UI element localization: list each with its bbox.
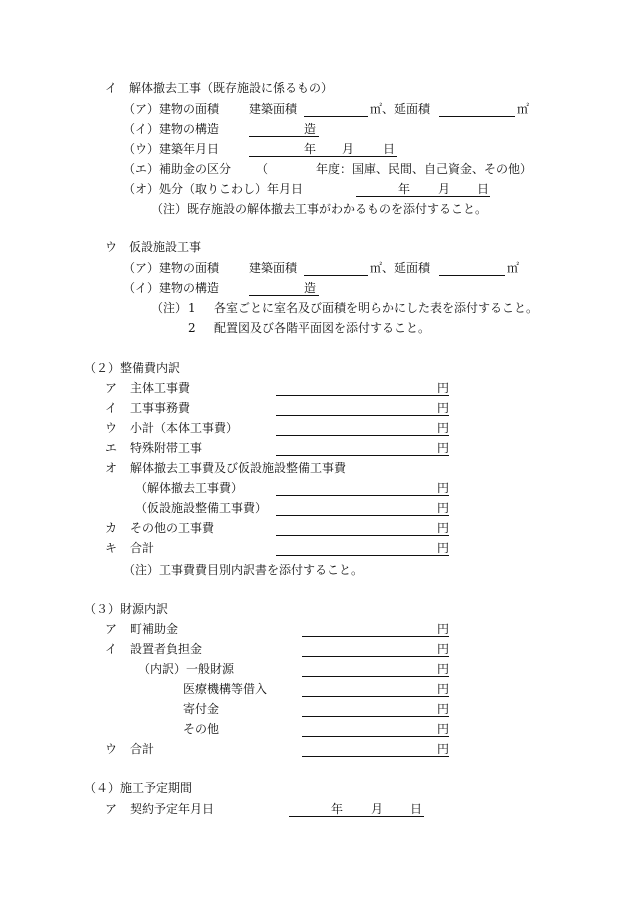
temporary-note1-number: 1 [188, 301, 196, 315]
funding-item-a-mark: ア [105, 622, 118, 636]
cost-item-o-label: 解体撤去工事費及び仮設施設整備工事費 [130, 461, 347, 475]
cost-note: （注）工事費費目別内訳書を添付すること。 [123, 563, 364, 577]
demolition-subsidy-label: （エ）補助金の区分 [123, 162, 232, 176]
yen-unit: 円 [437, 642, 450, 656]
cost-item-label: 主体工事費 [130, 381, 191, 395]
contract-date-label: 契約予定年月日 [130, 802, 215, 816]
cost-item-ki-mark: キ [105, 541, 118, 555]
cost-item-field[interactable] [276, 415, 449, 416]
demolition-sqm-unit: ㎡ [370, 102, 383, 116]
cost-sub-item-label: （解体撤去工事費） [135, 481, 244, 495]
cost-item-mark: ウ [105, 421, 118, 435]
cost-item-mark: ア [105, 381, 118, 395]
demolition-built-year-label: 年 [304, 142, 317, 156]
demolition-disposal-year-label: 年 [398, 182, 411, 196]
yen-unit: 円 [437, 401, 450, 415]
contract-day-label: 日 [410, 802, 423, 816]
demolition-heading: イ 解体撤去工事（既存施設に係るもの） [105, 81, 334, 95]
funding-subsidy-field[interactable] [302, 636, 449, 637]
yen-unit: 円 [437, 622, 450, 636]
funding-owner-share-field[interactable] [302, 656, 449, 657]
demolition-built-day-label: 日 [383, 142, 396, 156]
cost-item-mark: エ [105, 441, 118, 455]
demolition-built-date-label: （ウ）建築年月日 [123, 142, 220, 156]
cost-total-field[interactable] [276, 555, 449, 556]
temporary-note2-number: 2 [188, 321, 196, 335]
demolition-built-date-field[interactable] [249, 156, 397, 157]
cost-item-mark: イ [105, 401, 118, 415]
yen-unit: 円 [437, 702, 450, 716]
cost-breakdown-heading: （２）整備費内訳 [84, 361, 181, 375]
cost-sub-item-label: （仮設施設整備工事費） [135, 501, 268, 515]
yen-unit: 円 [437, 682, 450, 696]
cost-item-label: 工事事務費 [130, 401, 191, 415]
yen-unit: 円 [437, 381, 450, 395]
demolition-subsidy-detail: 年度：国庫、民間、自己資金、その他） [316, 162, 533, 176]
contract-year-label: 年 [331, 802, 344, 816]
schedule-heading: （４）施工予定期間 [84, 781, 193, 795]
temporary-structure-suffix: 造 [304, 281, 317, 295]
cost-item-field[interactable] [276, 395, 449, 396]
contract-date-field[interactable] [289, 816, 424, 817]
temporary-structure-label: （イ）建物の構造 [123, 281, 220, 295]
demolition-note: （注）既存施設の解体撤去工事がわかるものを添付すること。 [151, 202, 488, 216]
funding-general-source-label: （内訳）一般財源 [138, 662, 235, 676]
demolition-floor-area-label: 、延面積 [382, 102, 431, 116]
cost-item-o-mark: オ [105, 461, 118, 475]
cost-item-ka-mark: カ [105, 521, 118, 535]
demolition-disposal-month-label: 月 [438, 182, 451, 196]
temporary-heading: ウ 仮設施設工事 [105, 240, 202, 254]
cost-item-label: 特殊附帯工事 [130, 441, 203, 455]
funding-breakdown-item-field[interactable] [302, 736, 449, 737]
funding-total-field[interactable] [302, 756, 449, 757]
cost-item-field[interactable] [276, 435, 449, 436]
funding-general-source-field[interactable] [302, 676, 449, 677]
temporary-note1-text: 各室ごとに室名及び面積を明らかにした表を添付すること。 [214, 301, 539, 315]
cost-item-ka-label: その他の工事費 [130, 521, 215, 535]
demolition-floor-area-field[interactable] [439, 116, 515, 117]
funding-item-i-mark: イ [105, 642, 118, 656]
demolition-disposal-label: （オ）処分（取りこわし）年月日 [123, 182, 304, 196]
temporary-building-area-field[interactable] [304, 275, 368, 276]
yen-unit: 円 [437, 521, 450, 535]
cost-item-field[interactable] [276, 455, 449, 456]
temporary-sqm-unit-2: ㎡ [507, 261, 520, 275]
yen-unit: 円 [437, 481, 450, 495]
yen-unit: 円 [437, 501, 450, 515]
demolition-subsidy-paren: （ [256, 162, 269, 176]
demolition-disposal-date-field[interactable] [356, 196, 490, 197]
funding-owner-share-label: 設置者負担金 [130, 642, 203, 656]
temporary-building-area-label: 建築面積 [249, 261, 298, 275]
funding-breakdown-item-field[interactable] [302, 696, 449, 697]
temporary-floor-area-field[interactable] [439, 275, 505, 276]
temporary-sqm-unit: ㎡ [370, 261, 383, 275]
yen-unit: 円 [437, 421, 450, 435]
temporary-note-prefix: （注） [151, 301, 188, 315]
temporary-floor-area-label: 、延面積 [382, 261, 431, 275]
cost-item-label: 小計（本体工事費） [130, 421, 239, 435]
temporary-area-label: （ア）建物の面積 [123, 261, 220, 275]
demolition-disposal-day-label: 日 [477, 182, 490, 196]
cost-sub-item-field[interactable] [276, 495, 449, 496]
cost-total-label: 合計 [130, 541, 155, 555]
funding-item-u-mark: ウ [105, 742, 118, 756]
demolition-structure-label: （イ）建物の構造 [123, 122, 220, 136]
funding-breakdown-item-label: 寄付金 [183, 702, 220, 716]
yen-unit: 円 [437, 541, 450, 555]
contract-month-label: 月 [371, 802, 384, 816]
cost-item-ka-field[interactable] [276, 535, 449, 536]
yen-unit: 円 [437, 742, 450, 756]
yen-unit: 円 [437, 662, 450, 676]
yen-unit: 円 [437, 441, 450, 455]
funding-heading: （３）財源内訳 [84, 602, 169, 616]
temporary-note2-text: 配置図及び各階平面図を添付すること。 [214, 321, 431, 335]
cost-sub-item-field[interactable] [276, 515, 449, 516]
funding-breakdown-item-label: 医療機構等借入 [183, 682, 268, 696]
demolition-structure-suffix: 造 [304, 122, 317, 136]
funding-breakdown-item-label: その他 [183, 722, 220, 736]
demolition-built-month-label: 月 [342, 142, 355, 156]
demolition-building-area-label: 建築面積 [249, 102, 298, 116]
funding-subsidy-label: 町補助金 [130, 622, 179, 636]
demolition-area-label: （ア）建物の面積 [123, 102, 220, 116]
funding-total-label: 合計 [130, 742, 155, 756]
funding-breakdown-item-field[interactable] [302, 716, 449, 717]
yen-unit: 円 [437, 722, 450, 736]
demolition-sqm-unit-2: ㎡ [517, 102, 530, 116]
demolition-building-area-field[interactable] [304, 116, 368, 117]
schedule-item-a-mark: ア [105, 802, 118, 816]
